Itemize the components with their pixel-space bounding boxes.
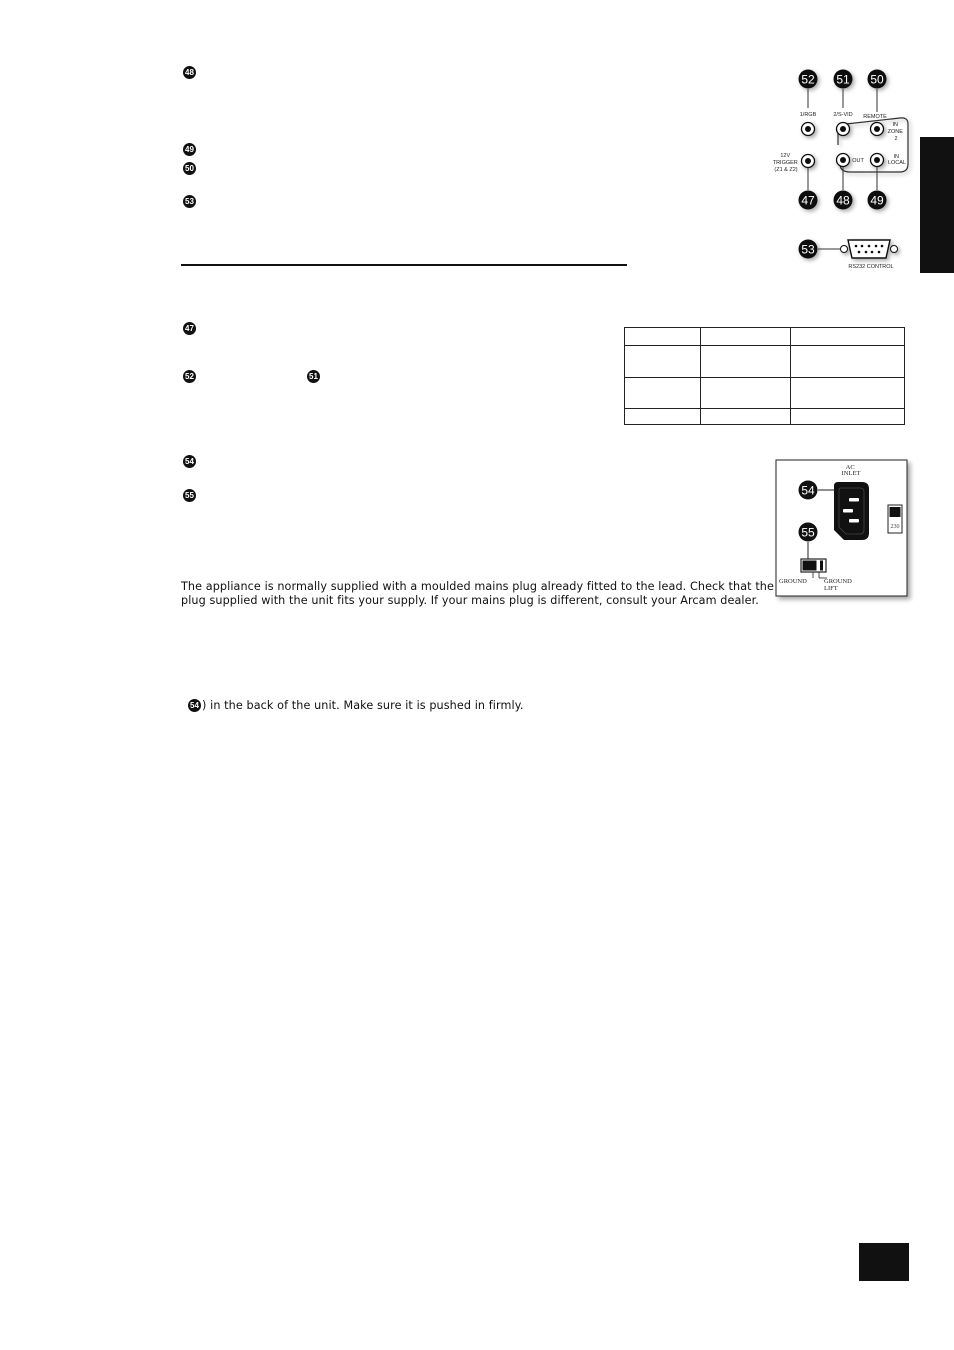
label-remote: REMOTE	[863, 114, 887, 120]
bullet-53: 53	[183, 195, 196, 208]
page-number-box	[859, 1243, 909, 1281]
callout-52	[799, 70, 818, 89]
bullet-47: 47	[183, 322, 196, 335]
section-rule	[181, 264, 627, 266]
section-tab	[920, 137, 954, 273]
callout-50-label: 50	[870, 72, 884, 87]
table-row	[625, 328, 905, 346]
label-ground-lift: GROUND LIFT	[824, 578, 852, 592]
mains-plug-line-2: plug supplied with the unit fits your supply. If your mains plug is different, consult your Arcam dealer.	[181, 594, 759, 607]
label-rs232: RS232 CONTROL	[848, 264, 894, 270]
callout-48	[834, 191, 853, 210]
callout-49	[868, 191, 887, 210]
callout-50	[868, 70, 887, 89]
bullet-54-inline: 54	[188, 699, 201, 712]
callout-49-label: 49	[870, 193, 884, 208]
bullet-50: 50	[183, 162, 196, 175]
label-in-zone2: IN ZONE 2	[887, 122, 903, 142]
voltage-selector	[888, 505, 902, 533]
callout-51-label: 51	[836, 72, 850, 87]
mains-plug-line-1: The appliance is normally supplied with a moulded mains plug already fitted to the lead. Check that the	[181, 580, 774, 593]
table-row	[625, 378, 905, 409]
power-panel-diagram	[772, 458, 922, 608]
spec-table	[624, 327, 905, 425]
label-svid: 2/S-VID	[833, 112, 853, 118]
callout-54-label: 54	[801, 483, 815, 498]
callout-55-label: 55	[801, 525, 815, 540]
bullet-49: 49	[183, 143, 196, 156]
label-trigger: 12V TRIGGER (Z1 & Z2)	[772, 153, 798, 173]
callout-53	[799, 240, 818, 259]
label-out: OUT	[852, 158, 864, 164]
callout-51	[834, 70, 853, 89]
rs232-connector	[841, 240, 898, 258]
label-ground: GROUND	[779, 578, 807, 585]
label-ac-inlet: AC INLET	[841, 464, 861, 477]
callout-55	[799, 523, 818, 542]
callout-54	[799, 481, 818, 500]
inlet-instruction: ) in the back of the unit. Make sure it is pushed in firmly.	[202, 699, 524, 712]
bullet-51: 51	[307, 370, 320, 383]
callout-48-label: 48	[836, 193, 850, 208]
label-rgb: 1/RGB	[799, 112, 817, 118]
bullet-54: 54	[183, 455, 196, 468]
callout-47	[799, 191, 818, 210]
bullet-48: 48	[183, 66, 196, 79]
table-row	[625, 409, 905, 425]
table-row	[625, 346, 905, 378]
ac-inlet-socket	[834, 482, 869, 540]
callout-53-label: 53	[801, 242, 815, 257]
bullet-52: 52	[183, 370, 196, 383]
callout-47-label: 47	[801, 193, 815, 208]
label-in-local: IN LOCAL	[887, 154, 907, 166]
label-voltage: 230	[890, 524, 900, 530]
bullet-55: 55	[183, 489, 196, 502]
callout-52-label: 52	[801, 72, 815, 87]
connector-panel-diagram	[760, 60, 920, 290]
